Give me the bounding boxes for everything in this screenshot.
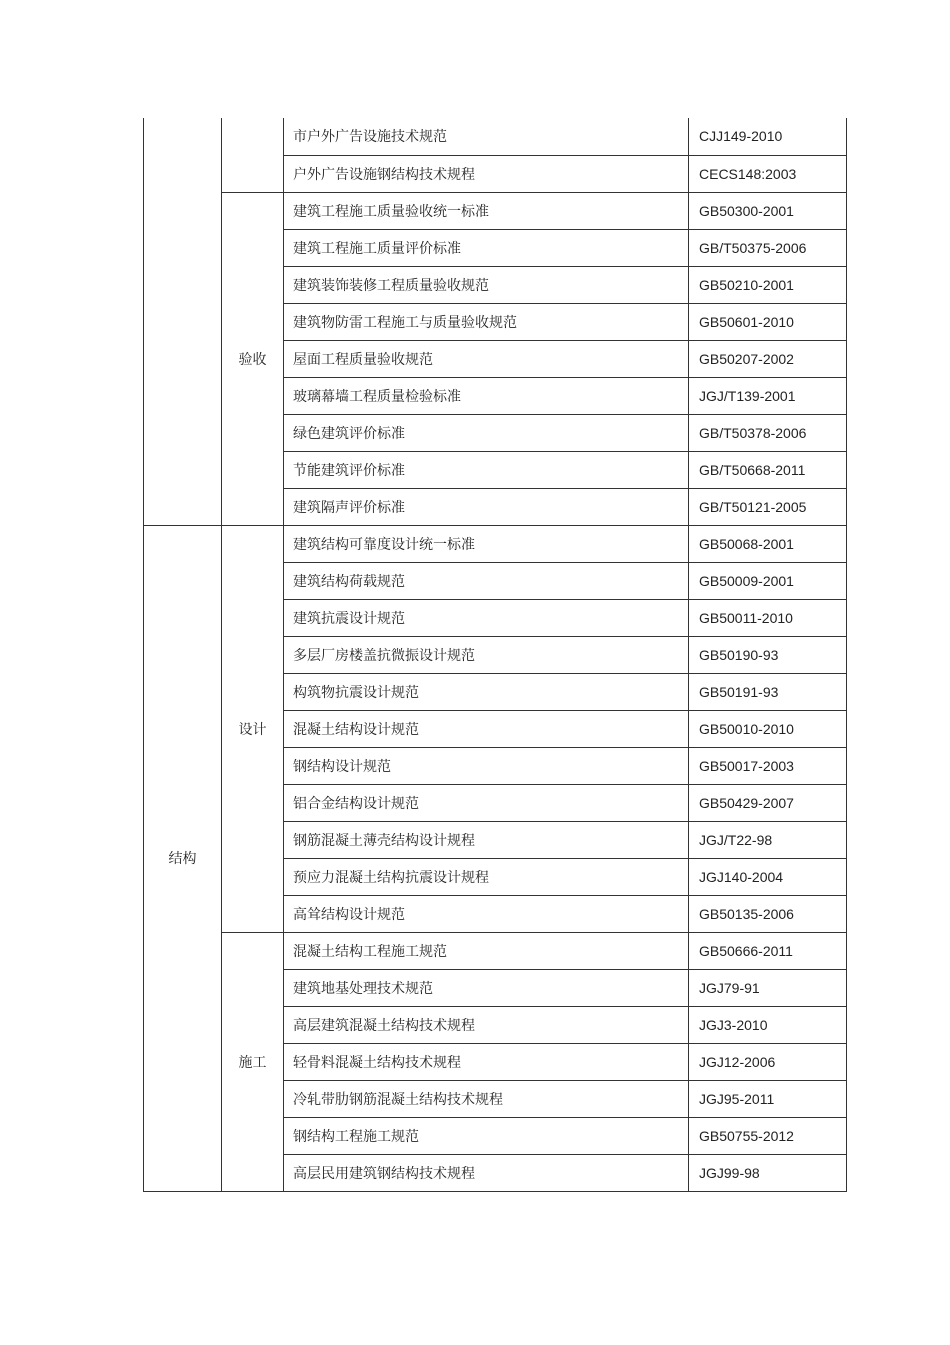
standard-name-cell: 建筑地基处理技术规范 xyxy=(284,969,689,1006)
standard-name-cell: 玻璃幕墙工程质量检验标准 xyxy=(284,377,689,414)
standard-code-cell: GB50135-2006 xyxy=(689,895,847,932)
standard-name-cell: 建筑工程施工质量验收统一标准 xyxy=(284,192,689,229)
standard-name-cell: 建筑隔声评价标准 xyxy=(284,488,689,525)
standard-name-cell: 绿色建筑评价标准 xyxy=(284,414,689,451)
standard-name-cell: 混凝土结构设计规范 xyxy=(284,710,689,747)
standard-name-cell: 户外广告设施钢结构技术规程 xyxy=(284,155,689,192)
standard-code-cell: JGJ95-2011 xyxy=(689,1080,847,1117)
standard-code-cell: JGJ99-98 xyxy=(689,1154,847,1191)
subcategory-cell xyxy=(222,118,284,192)
standards-table-body xyxy=(144,118,847,1191)
table-row xyxy=(144,932,847,969)
standard-code-cell: GB50666-2011 xyxy=(689,932,847,969)
standard-code-cell: GB50017-2003 xyxy=(689,747,847,784)
standard-name-cell: 市户外广告设施技术规范 xyxy=(284,118,689,155)
standard-code-cell: CECS148:2003 xyxy=(689,155,847,192)
standard-code-cell: GB50210-2001 xyxy=(689,266,847,303)
standard-code-cell: JGJ12-2006 xyxy=(689,1043,847,1080)
table-row xyxy=(144,118,847,155)
standard-code-cell: JGJ79-91 xyxy=(689,969,847,1006)
standard-name-cell: 混凝土结构工程施工规范 xyxy=(284,932,689,969)
standard-code-cell: CJJ149-2010 xyxy=(689,118,847,155)
standard-code-cell: GB50755-2012 xyxy=(689,1117,847,1154)
standard-name-cell: 屋面工程质量验收规范 xyxy=(284,340,689,377)
standard-name-cell: 多层厂房楼盖抗微振设计规范 xyxy=(284,636,689,673)
standard-code-cell: JGJ140-2004 xyxy=(689,858,847,895)
standard-name-cell: 建筑装饰装修工程质量验收规范 xyxy=(284,266,689,303)
standard-name-cell: 钢筋混凝土薄壳结构设计规程 xyxy=(284,821,689,858)
standard-code-cell: GB50009-2001 xyxy=(689,562,847,599)
standard-code-cell: GB50068-2001 xyxy=(689,525,847,562)
standard-name-cell: 轻骨料混凝土结构技术规程 xyxy=(284,1043,689,1080)
subcategory-cell: 设计 xyxy=(222,525,284,932)
standards-table xyxy=(143,118,847,1192)
standard-code-cell: GB50010-2010 xyxy=(689,710,847,747)
standard-name-cell: 钢结构设计规范 xyxy=(284,747,689,784)
standard-name-cell: 建筑结构荷载规范 xyxy=(284,562,689,599)
standard-name-cell: 铝合金结构设计规范 xyxy=(284,784,689,821)
standard-code-cell: GB50011-2010 xyxy=(689,599,847,636)
standard-code-cell: GB/T50378-2006 xyxy=(689,414,847,451)
standard-name-cell: 高层建筑混凝土结构技术规程 xyxy=(284,1006,689,1043)
standard-code-cell: GB50207-2002 xyxy=(689,340,847,377)
standard-code-cell: GB/T50375-2006 xyxy=(689,229,847,266)
table-row xyxy=(144,192,847,229)
standard-name-cell: 高耸结构设计规范 xyxy=(284,895,689,932)
standard-code-cell: GB/T50668-2011 xyxy=(689,451,847,488)
standard-name-cell: 构筑物抗震设计规范 xyxy=(284,673,689,710)
standard-code-cell: GB50300-2001 xyxy=(689,192,847,229)
subcategory-cell: 验收 xyxy=(222,192,284,525)
standard-name-cell: 预应力混凝土结构抗震设计规程 xyxy=(284,858,689,895)
standard-name-cell: 节能建筑评价标准 xyxy=(284,451,689,488)
category-cell xyxy=(144,118,222,525)
standard-code-cell: JGJ/T139-2001 xyxy=(689,377,847,414)
category-cell: 结构 xyxy=(144,525,222,1191)
standard-name-cell: 建筑抗震设计规范 xyxy=(284,599,689,636)
standard-name-cell: 建筑结构可靠度设计统一标准 xyxy=(284,525,689,562)
standard-code-cell: JGJ3-2010 xyxy=(689,1006,847,1043)
table-row xyxy=(144,525,847,562)
standard-name-cell: 钢结构工程施工规范 xyxy=(284,1117,689,1154)
subcategory-cell: 施工 xyxy=(222,932,284,1191)
standard-name-cell: 建筑工程施工质量评价标准 xyxy=(284,229,689,266)
standard-code-cell: GB/T50121-2005 xyxy=(689,488,847,525)
standard-code-cell: GB50190-93 xyxy=(689,636,847,673)
standard-code-cell: GB50191-93 xyxy=(689,673,847,710)
standard-name-cell: 高层民用建筑钢结构技术规程 xyxy=(284,1154,689,1191)
standard-code-cell: GB50429-2007 xyxy=(689,784,847,821)
standard-name-cell: 建筑物防雷工程施工与质量验收规范 xyxy=(284,303,689,340)
standard-name-cell: 冷轧带肋钢筋混凝土结构技术规程 xyxy=(284,1080,689,1117)
standard-code-cell: GB50601-2010 xyxy=(689,303,847,340)
standard-code-cell: JGJ/T22-98 xyxy=(689,821,847,858)
